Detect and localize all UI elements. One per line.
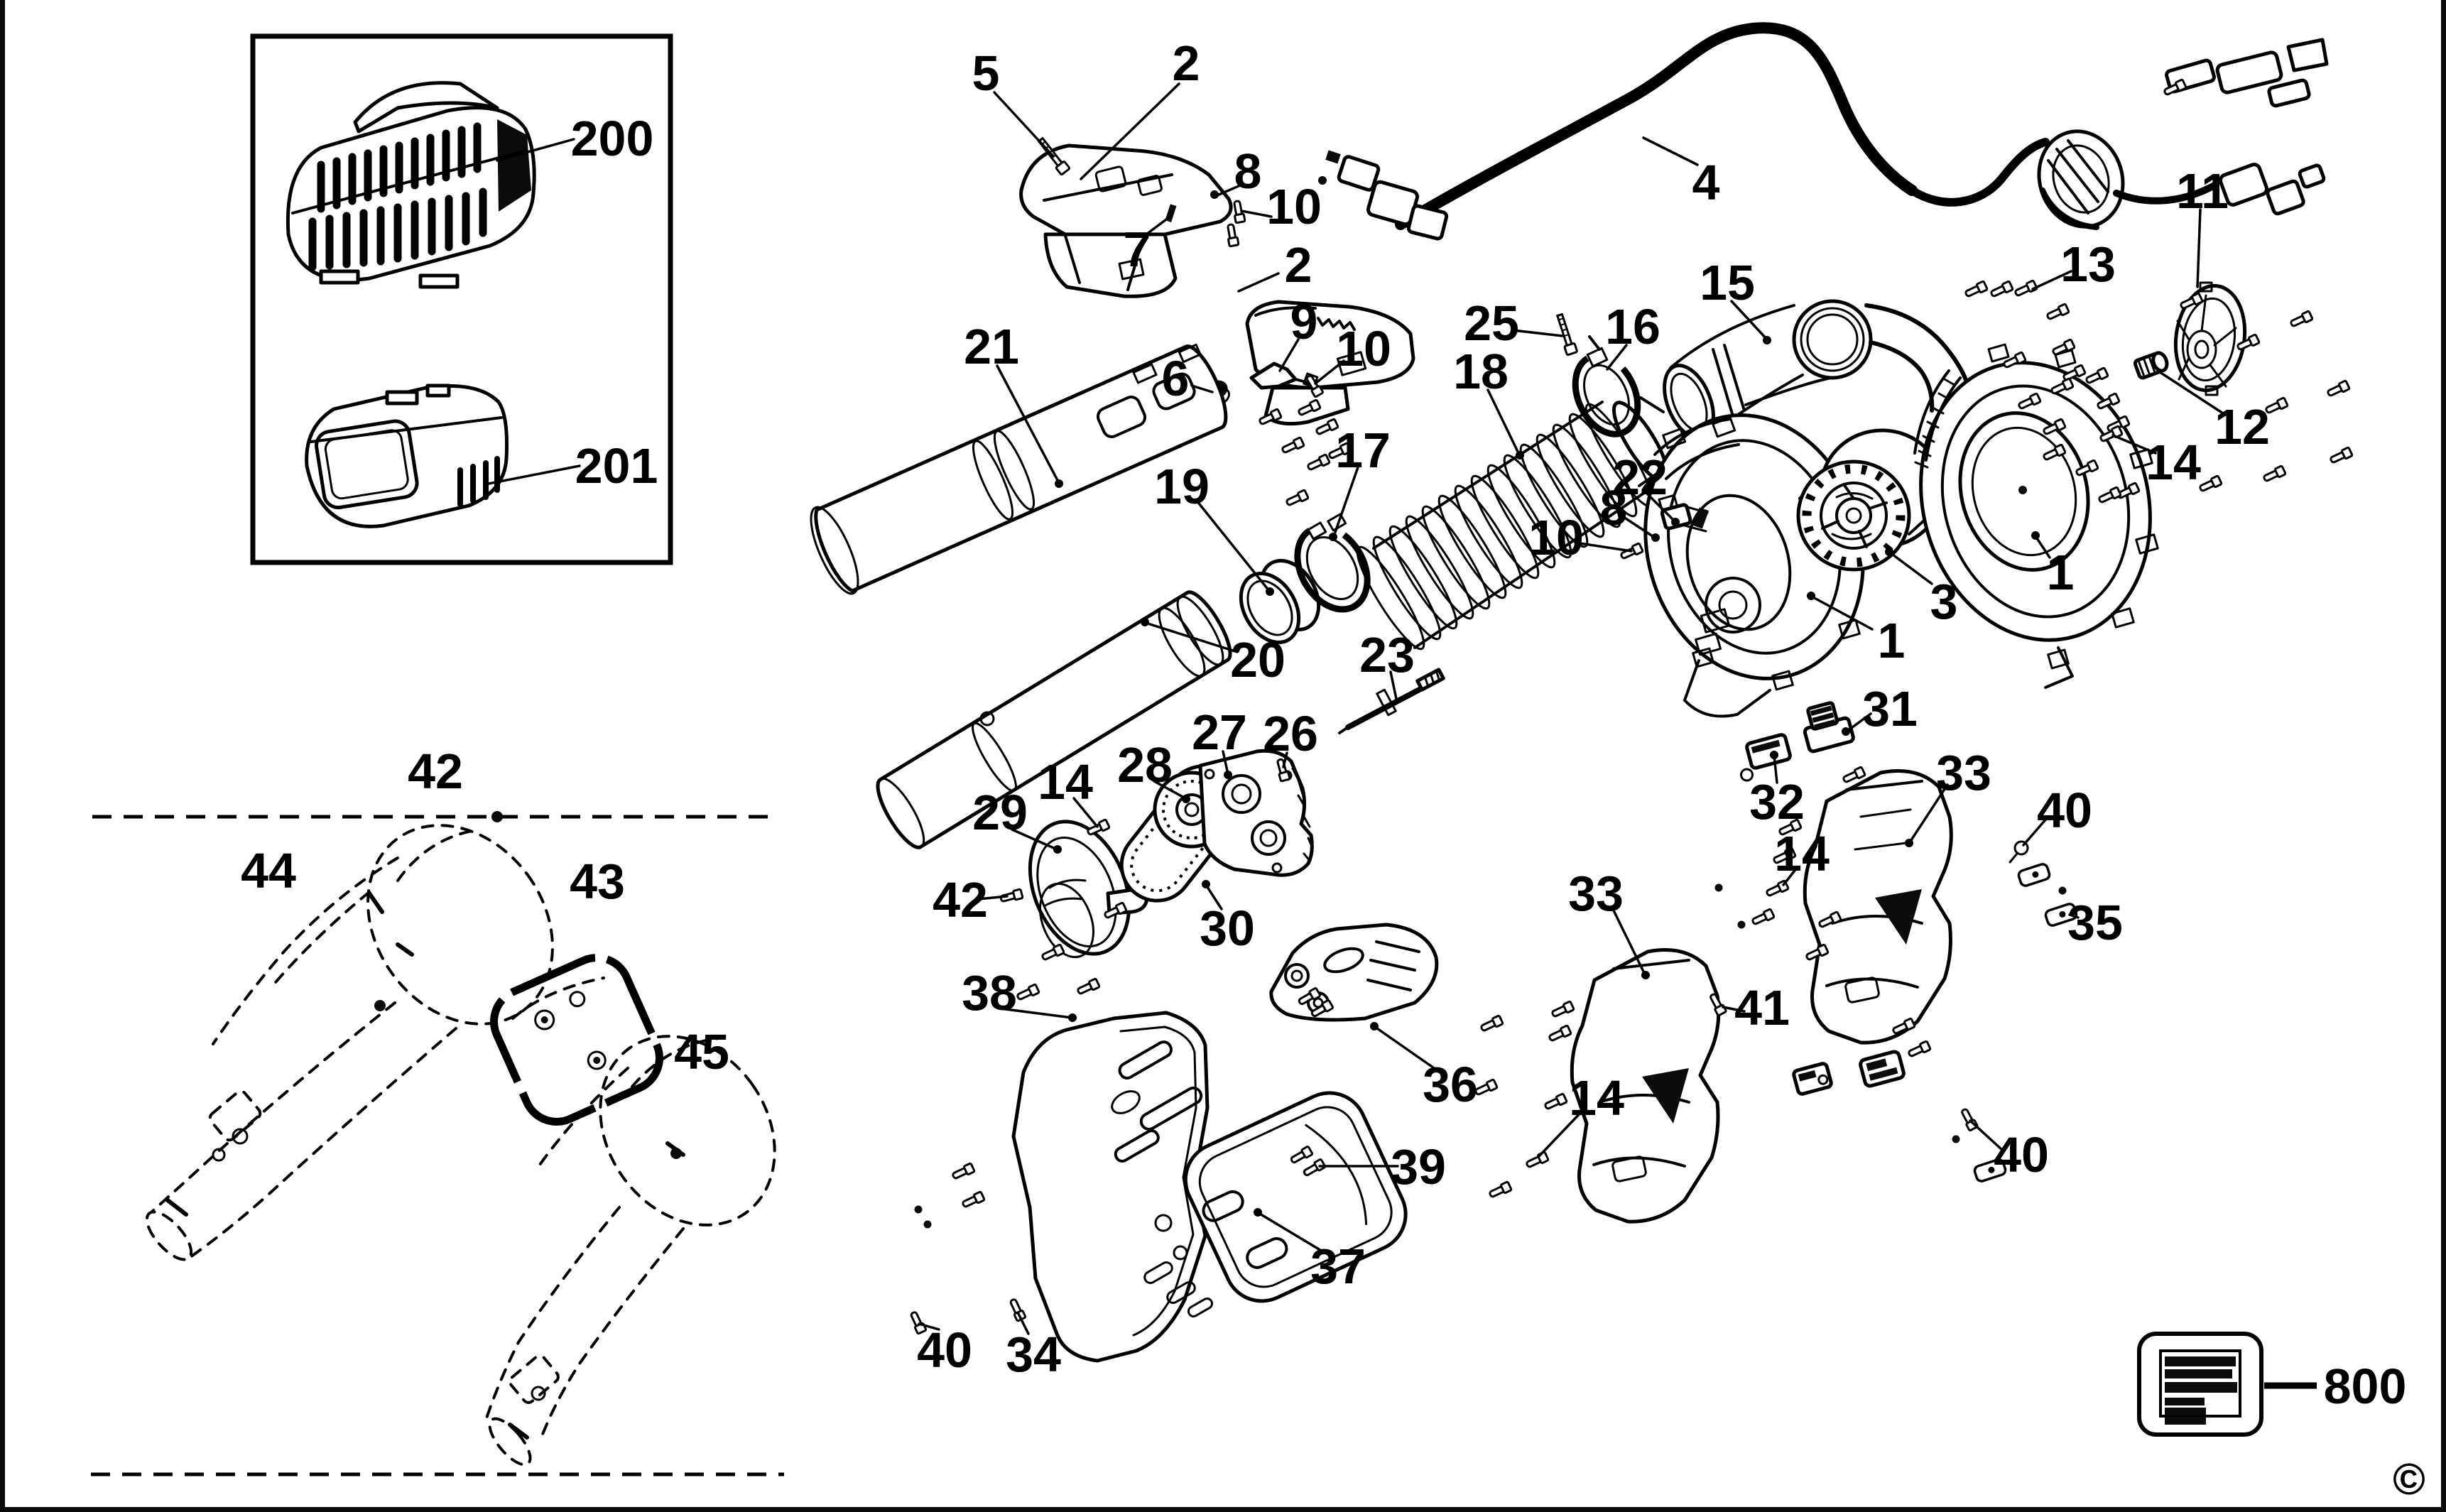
callout-35: 35 xyxy=(2067,895,2123,950)
callout-14d: 14 xyxy=(1569,1070,1624,1126)
callout-40b: 40 xyxy=(1994,1127,2049,1182)
callout-25: 25 xyxy=(1464,295,1519,351)
callout-17: 17 xyxy=(1335,423,1391,478)
callout-9: 9 xyxy=(1290,294,1318,349)
callout-22: 22 xyxy=(1612,450,1668,505)
callout-14c: 14 xyxy=(1038,754,1093,810)
callout-44: 44 xyxy=(241,843,296,898)
harness-switch-end xyxy=(1318,151,1447,240)
switch-31 xyxy=(1799,700,1854,753)
callout-40: 40 xyxy=(2037,783,2092,838)
callout-7: 7 xyxy=(1123,222,1151,277)
callout-19: 19 xyxy=(1154,459,1210,514)
callout-26: 26 xyxy=(1263,706,1318,761)
separator-lines xyxy=(91,811,784,1474)
callout-1b: 1 xyxy=(1877,613,1906,668)
callout-23: 23 xyxy=(1359,627,1415,682)
wire-harness xyxy=(1318,28,2327,239)
callout-14: 14 xyxy=(2146,435,2201,490)
callout-2: 2 xyxy=(1172,36,1200,91)
callout-10c: 10 xyxy=(1528,510,1584,565)
gear-housing-27 xyxy=(1200,751,1312,875)
callout-37: 37 xyxy=(1310,1239,1366,1294)
callout-4: 4 xyxy=(1692,155,1720,210)
callout-27: 27 xyxy=(1192,705,1247,760)
callout-34: 34 xyxy=(1006,1327,1061,1382)
callout-33b: 33 xyxy=(1568,866,1624,921)
callout-40c: 40 xyxy=(917,1322,972,1378)
callout-10b: 10 xyxy=(1336,321,1391,376)
callout-33: 33 xyxy=(1936,745,1991,800)
gear-cover-29 xyxy=(1011,807,1147,969)
callout-16: 16 xyxy=(1605,299,1660,354)
backplate-38 xyxy=(1013,1013,1214,1361)
callout-20: 20 xyxy=(1230,632,1285,687)
copyright-symbol: © xyxy=(2393,1455,2425,1504)
callout-41: 41 xyxy=(1734,980,1790,1035)
warning-label-icon xyxy=(2139,1334,2317,1435)
callout-42: 42 xyxy=(933,872,988,928)
callout-6: 6 xyxy=(1161,351,1190,406)
callout-8: 8 xyxy=(1234,143,1262,199)
callout-18: 18 xyxy=(1453,344,1509,399)
plate-43 xyxy=(484,947,670,1132)
callout-3: 3 xyxy=(1930,574,1958,629)
callout-36: 36 xyxy=(1423,1057,1478,1112)
callout-45: 45 xyxy=(674,1024,729,1079)
callout-15: 15 xyxy=(1700,255,1755,310)
callout-800: 800 xyxy=(2323,1359,2407,1414)
fan-housing-right xyxy=(1889,335,2183,687)
charger-icon xyxy=(288,83,534,287)
callout-39: 39 xyxy=(1391,1139,1446,1195)
callout-13: 13 xyxy=(2060,236,2116,292)
callout-8b: 8 xyxy=(1599,480,1628,535)
callout-12: 12 xyxy=(2214,399,2270,455)
battery-icon xyxy=(307,386,507,526)
accessory-outline-44 xyxy=(140,789,591,1266)
inlet-guard-11 xyxy=(2169,281,2251,395)
callout-1: 1 xyxy=(2046,545,2075,600)
callout-14b: 14 xyxy=(1774,826,1830,881)
callout-11: 11 xyxy=(2176,163,2229,219)
callout-29: 29 xyxy=(972,785,1028,840)
callout-43: 43 xyxy=(570,854,625,909)
handle-pad-37 xyxy=(1173,1081,1418,1313)
callout-32: 32 xyxy=(1749,774,1805,830)
callout-10: 10 xyxy=(1266,179,1322,234)
accessory-outline-45 xyxy=(483,1002,810,1470)
callout-28: 28 xyxy=(1117,737,1173,793)
grip-36 xyxy=(1271,925,1437,1020)
callout-2b: 2 xyxy=(1284,237,1312,293)
callout-31: 31 xyxy=(1862,681,1918,736)
callout-201: 201 xyxy=(575,438,658,494)
callout-38: 38 xyxy=(962,965,1017,1021)
latch-parts-bottom xyxy=(1793,1050,1905,1094)
callout-42b: 42 xyxy=(408,744,463,799)
callout-200: 200 xyxy=(570,111,654,166)
callout-21: 21 xyxy=(964,319,1019,374)
callout-30: 30 xyxy=(1200,901,1255,956)
callout-5: 5 xyxy=(972,45,1000,101)
